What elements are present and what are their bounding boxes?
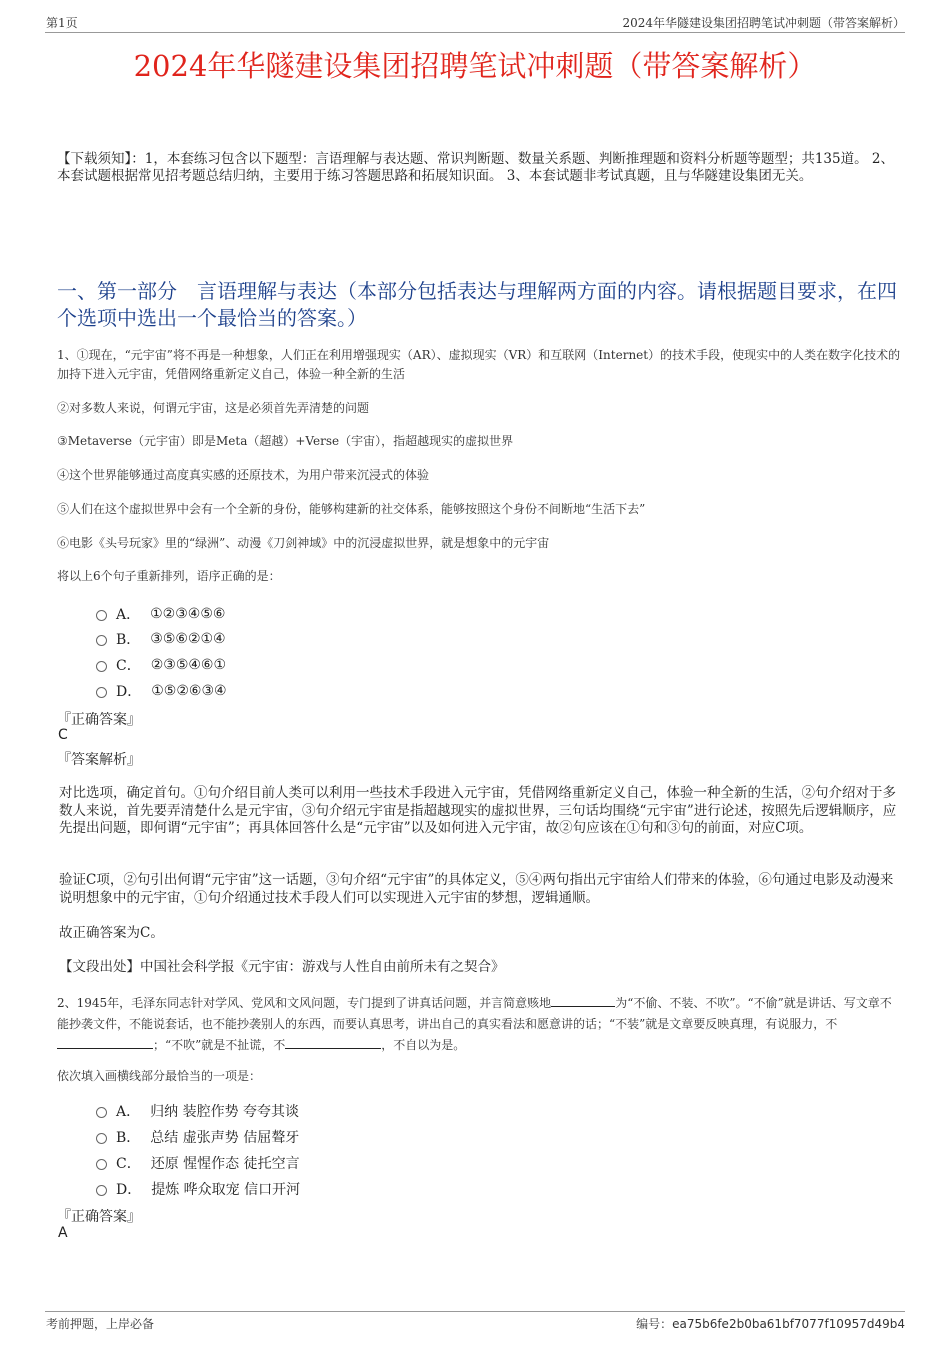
q1-sentence-6: ⑥电影《头号玩家》里的“绿洲”、动漫《刀剑神域》中的沉浸虚拟世界，就是想象中的元宇宙 [57,536,550,550]
radio-icon[interactable] [96,687,107,698]
footer-code: 编号：ea75b6fe2b0ba61bf7077f10957d49b4 [636,1317,905,1331]
radio-icon[interactable] [96,1107,107,1118]
q2-correct-label: 『正确答案』 [57,1209,141,1225]
radio-icon[interactable] [96,1185,107,1196]
q2-prompt: 依次填入画横线部分最恰当的一项是： [57,1069,262,1083]
radio-icon[interactable] [96,661,107,672]
radio-icon[interactable] [96,1133,107,1144]
q1-option-c[interactable]: C． ②③⑤④⑥① [96,655,226,675]
q2-stem: 2、1945年，毛泽东同志针对学风、党风和文风问题，专门提到了讲真话问题，并言简意赅地 为“不偷、不装、不吹”。“不偷”就是讲话、写文章不能抄袭文件，不能说套话，也不能抄袭别人的东西，而要认真思考，讲出自己的真实看法和愿意讲的话；“不装”就是文章要反映真理，有说服力，不；“不吹”就是不扯谎，不 ，不自以为是。 [57,996,892,1052]
radio-icon[interactable] [96,635,107,646]
q1-sentence-3: ③Metaverse（元宇宙）即是Meta（超越）+Verse（宇宙），指超越现实的虚拟世界 [57,434,514,448]
q1-option-a[interactable]: A． ①②③④⑤⑥ [96,604,225,624]
page-title: 2024年华隧建设集团招聘笔试冲刺题（带答案解析） [133,49,817,83]
footer-divider [45,1311,905,1312]
footer-slogan: 考前押题，上岸必备 [46,1317,155,1331]
q1-option-b[interactable]: B． ③⑤⑥②①④ [96,629,226,649]
download-notice: 【下载须知】：1，本套练习包含以下题型：言语理解与表达题、常识判断题、数量关系题、判断推理题和资料分析题等题型；共135道。 2、本套试题根据常见招考题总结归纳，主要用于练习答题思路和拓展知识面。 3、本套试题非考试真题，且与华隧建设集团无关。 [57,151,894,184]
header-divider [45,32,905,33]
q1-source: 【文段出处】中国社会科学报《元宇宙：游戏与人性自由前所未有之契合》 [59,959,505,975]
q2-option-d[interactable]: D． 提炼 哗众取宠 信口开河 [96,1179,300,1199]
q1-correct-label: 『正确答案』 [57,712,141,728]
q1-sentence-2: ②对多数人来说，何谓元宇宙，这是必须首先弄清楚的问题 [57,401,370,415]
q1-sentence-1: 1、①现在，“元宇宙”将不再是一种想象，人们正在利用增强现实（AR）、虚拟现实（VR）和互联网（Internet）的技术手段，使现实中的人类在数字化技术的加持下进入元宇宙，凭借网络重新定义自己，体验一种全新的生活 [57,348,901,381]
q2-option-c[interactable]: C． 还原 惺惺作态 徒托空言 [96,1153,300,1173]
radio-icon[interactable] [96,1159,107,1170]
q1-analysis-paragraph-3: 故正确答案为C。 [59,925,164,941]
q1-correct-answer: C [58,727,68,743]
q1-prompt: 将以上6个句子重新排列，语序正确的是： [57,569,281,583]
running-header-title: 2024年华隧建设集团招聘笔试冲刺题（带答案解析） [622,16,905,30]
page-number: 第1页 [46,16,78,30]
q2-blank-2 [57,1036,153,1049]
q1-analysis-paragraph-1: 对比选项，确定首句。①句介绍目前人类可以利用一些技术手段进入元宇宙，凭借网络重新定义自己，体验一种全新的生活，②句介绍对于多数人来说，首先要弄清楚什么是元宇宙，③句介绍元宇宙是指超越现实的虚拟世界，三句话均围绕“元宇宙”进行论述，按照先后逻辑顺序，应先提出问题，即何谓“元宇宙”；再具体回答什么是“元宇宙”以及如何进入元宇宙，故②句应该在①句和③句的前面，对应C项。 [59,785,897,836]
q2-option-a[interactable]: A． 归纳 装腔作势 夸夸其谈 [96,1101,299,1121]
q1-sentence-4: ④这个世界能够通过高度真实感的还原技术，为用户带来沉浸式的体验 [57,468,430,482]
radio-icon[interactable] [96,610,107,621]
q1-option-d[interactable]: D． ①⑤②⑥③④ [96,681,227,701]
q1-sentence-5: ⑤人们在这个虚拟世界中会有一个全新的身份，能够构建新的社交体系，能够按照这个身份不间断地“生活下去” [57,502,646,516]
q2-blank-3 [285,1036,381,1049]
q2-blank-1 [551,994,615,1007]
q1-analysis-paragraph-2: 验证C项，②句引出何谓“元宇宙”这一话题，③句介绍“元宇宙”的具体定义，⑤④两句指出元宇宙给人们带来的体验，⑥句通过电影及动漫来说明想象中的元宇宙，①句介绍通过技术手段人们可以实现进入元宇宙的梦想，逻辑通顺。 [59,872,894,906]
q2-option-b[interactable]: B． 总结 虚张声势 佶屈聱牙 [96,1127,299,1147]
q1-analysis-label: 『答案解析』 [57,752,141,768]
section-heading: 一、第一部分 言语理解与表达（本部分包括表达与理解两方面的内容。请根据题目要求，在四个选项中选出一个最恰当的答案。） [57,279,897,330]
q2-correct-answer: A [58,1225,68,1241]
